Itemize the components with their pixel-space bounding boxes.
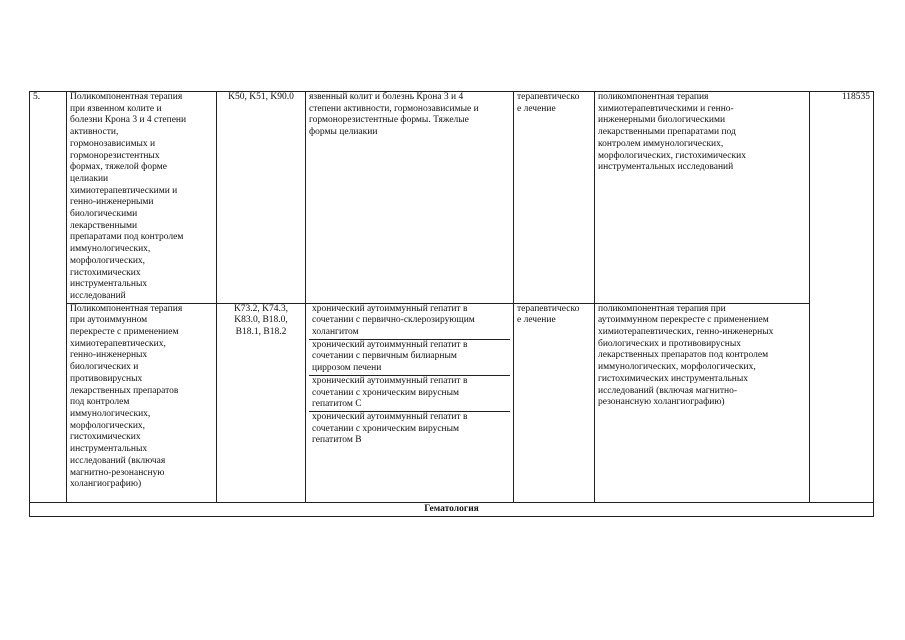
diagnosis-line [309,412,510,447]
icd-codes: K50, K51, K90.0 [228,92,294,102]
treatment-method: поликомпонентная терапия химиотерапевтическими и генно- инженерными биологическими лекарственными препаратами под контролем иммунологических, морфологических, гистохимических инструментальных исследований [598,92,746,173]
diagnosis-line [309,304,510,340]
diagnosis-line [309,376,510,412]
method-cell [595,303,810,502]
row-number: 5. [33,92,41,102]
diagnosis-text: хронический аутоиммунный гепатит в сочетании с хроническим вирусным гепатитом C [312,375,468,410]
cost-cell [810,92,874,503]
table-row [30,303,874,502]
treatment-name: Поликомпонентная терапия при аутоиммунном перекресте с применением химиотерапевтических, генно-инженерных биологических и противовирусных лекарственных препаратов под контролем иммунологических, морфологических, гистохимических инструментальных исследований (включая магнитно-резонансную холангиографию) [70,303,183,490]
diagnosis-cell [306,92,514,304]
name-cell [67,92,217,304]
method-cell [595,92,810,304]
treatment-name: Поликомпонентная терапия при язвенном колите и болезни Крона 3 и 4 степени активности, гормонозависимых и гормонорезистентных формах, тяжелой форме целиакии химиотерапевтическими и генно-инженерными биологическими лекарственными препаратами под контролем иммунологических, морфологических, гистохимических инструментальных исследований [70,92,187,301]
diagnosis-line [309,340,510,376]
table-row [30,92,874,304]
icd-codes: K73.2, K74.3, K83.0, B18.0, B18.1, B18.2 [233,303,289,338]
diagnosis-text: хронический аутоиммунный гепатит в сочетании с хроническим вирусным гепатитом B [312,411,468,446]
treatment-type-cell [514,92,595,304]
section-heading: Гематология [30,502,874,516]
section-row [30,502,874,516]
diagnosis-text: хронический аутоиммунный гепатит в сочетании с первичным билиарным циррозом печени [312,339,468,374]
diagnosis-text: хронический аутоиммунный гепатит в сочетании с первично-склерозирующим холангитом [312,303,475,338]
codes-cell [217,303,306,502]
treatment-method: поликомпонентная терапия при аутоиммунном перекресте с применением химиотерапевтических, генно-инженерных биологических и противовирусных лекарственных препаратов под контролем иммунологических, морфологических, гистохимических инструментальных исследований (включая магнитно- резонансную холангиографию) [598,303,774,408]
cost-value: 118535 [841,92,870,102]
row-number-cell [30,92,67,503]
name-cell [67,303,217,502]
diagnosis-cell [306,303,514,502]
diagnosis-text: язвенный колит и болезнь Крона 3 и 4 степени активности, гормонозависимые и гормонорезистентные формы. Тяжелые формы целиакии [309,92,479,138]
codes-cell [217,92,306,304]
treatment-type-cell [514,303,595,502]
treatment-type: терапевтическо е лечение [517,92,580,114]
care-table [29,91,874,517]
treatment-type: терапевтическо е лечение [517,303,580,326]
